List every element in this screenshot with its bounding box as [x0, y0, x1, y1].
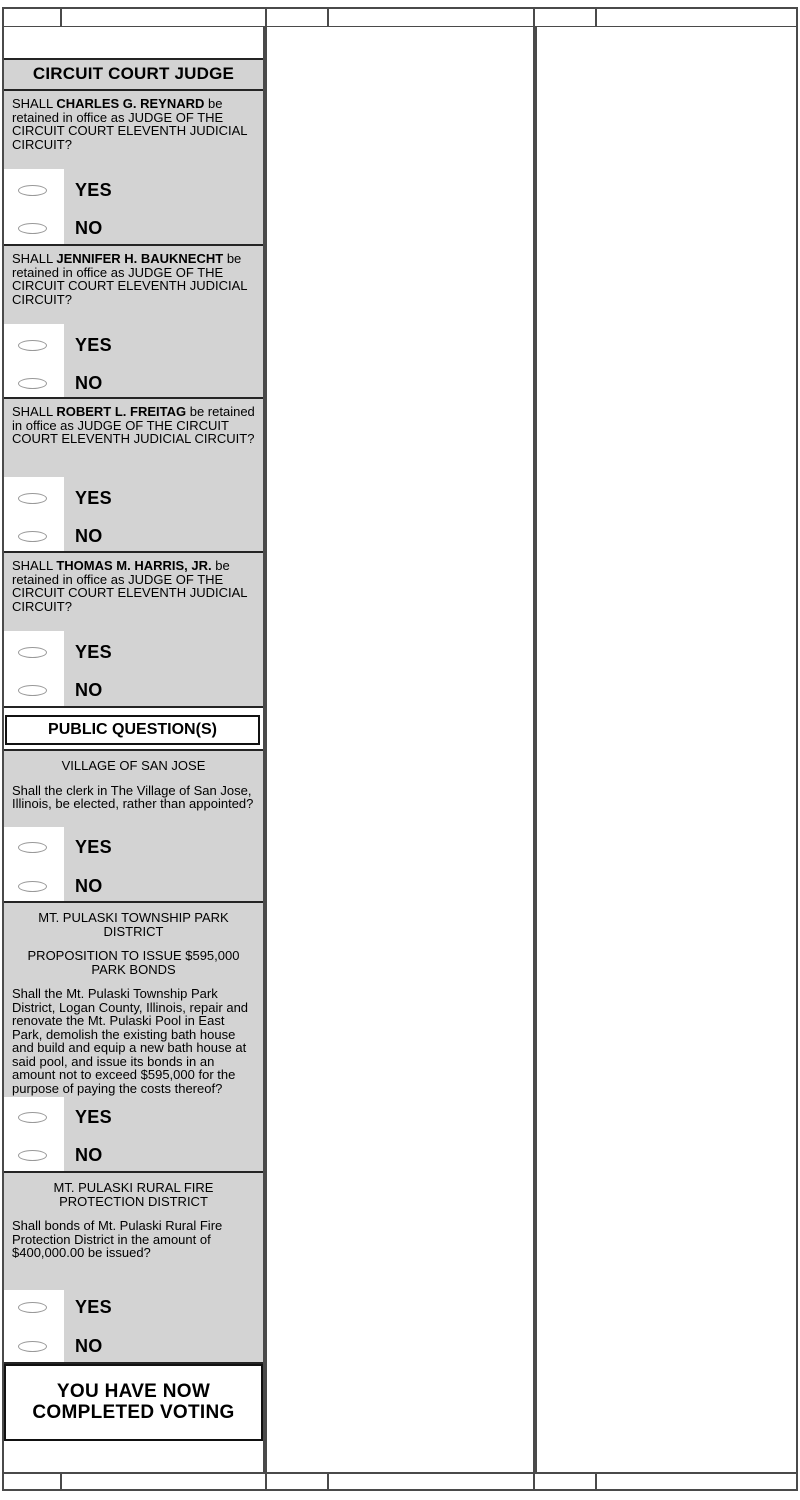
ballot-column-right — [535, 27, 798, 1472]
yes-option-row — [4, 836, 112, 858]
column-bottom-spacer — [4, 1441, 263, 1472]
yes-option-row — [4, 179, 112, 201]
yes-oval[interactable] — [18, 1302, 47, 1313]
yes-label: YES — [75, 1296, 112, 1317]
question-text — [4, 246, 263, 306]
yes-oval[interactable] — [18, 1112, 47, 1123]
yes-oval[interactable] — [18, 340, 47, 351]
no-option-row — [4, 875, 103, 897]
no-option-row — [4, 525, 103, 547]
question-suffix: be retained in office as JUDGE OF THE CIRCUIT COURT ELEVENTH JUDICIAL CIRCUIT? — [12, 96, 248, 152]
yes-option-row — [4, 487, 112, 509]
no-option-row — [4, 1144, 103, 1166]
yes-label: YES — [75, 334, 112, 355]
yes-label: YES — [75, 1106, 112, 1127]
timing-divider — [533, 1474, 535, 1489]
question-suffix: be retained in office as JUDGE OF THE CIRCUIT COURT ELEVENTH JUDICIAL CIRCUIT? — [12, 251, 248, 307]
public-question-title: MT. PULASKI TOWNSHIP PARK DISTRICT — [38, 910, 229, 939]
yes-label: YES — [75, 179, 112, 200]
timing-divider — [595, 9, 597, 26]
public-question-subtitle: PROPOSITION TO ISSUE $595,000 PARK BONDS — [27, 948, 240, 977]
no-label: NO — [75, 525, 103, 546]
timing-divider — [265, 9, 267, 26]
no-label: NO — [75, 875, 103, 896]
timing-divider — [60, 1474, 62, 1489]
question-prefix: SHALL — [12, 404, 53, 419]
no-option-row — [4, 679, 103, 701]
yes-oval[interactable] — [18, 493, 47, 504]
no-oval[interactable] — [18, 881, 47, 892]
no-oval[interactable] — [18, 223, 47, 234]
public-question-body: Shall bonds of Mt. Pulaski Rural Fire Protection District in the amount of $400,000.00 be issued? — [12, 1218, 223, 1260]
no-oval[interactable] — [18, 1341, 47, 1352]
no-oval[interactable] — [18, 378, 47, 389]
public-question-block-park — [4, 903, 263, 1173]
yes-option-row — [4, 1106, 112, 1128]
timing-divider — [327, 9, 329, 26]
completed-voting-box — [4, 1364, 263, 1441]
completed-voting-line1: YOU HAVE NOW — [56, 1381, 211, 1402]
no-label: NO — [75, 1144, 103, 1165]
section-gap — [4, 708, 263, 715]
no-label: NO — [75, 372, 103, 393]
no-option-row — [4, 217, 103, 239]
question-suffix: be retained in office as JUDGE OF THE CIRCUIT COURT ELEVENTH JUDICIAL CIRCUIT? — [12, 404, 255, 446]
candidate-name: THOMAS M. HARRIS, JR. — [56, 558, 212, 573]
no-oval[interactable] — [18, 685, 47, 696]
yes-option-row — [4, 334, 112, 356]
no-oval[interactable] — [18, 531, 47, 542]
yes-label: YES — [75, 487, 112, 508]
column-top-spacer — [4, 27, 263, 58]
public-question-body: Shall the Mt. Pulaski Township Park District, Logan County, Illinois, repair and renovate the Mt. Pulaski Pool in East Park, demolish the existing bath house and build and equip a new bath house at said pool, and issue its bonds in an amount not to exceed $595,000 for the purpose of paying the costs thereof? — [12, 986, 249, 1096]
question-text — [4, 399, 263, 446]
no-label: NO — [75, 679, 103, 700]
question-prefix: SHALL — [12, 558, 53, 573]
public-question-body: Shall the clerk in The Village of San Jose, Illinois, be elected, rather than appointed? — [12, 782, 254, 811]
public-question-block-fire — [4, 1173, 263, 1364]
candidate-name: JENNIFER H. BAUKNECHT — [56, 251, 224, 266]
question-prefix: SHALL — [12, 96, 53, 111]
question-text — [4, 91, 263, 151]
ballot-column-middle — [265, 27, 535, 1472]
question-suffix: be retained in office as JUDGE OF THE CIRCUIT COURT ELEVENTH JUDICIAL CIRCUIT? — [12, 558, 248, 614]
question-prefix: SHALL — [12, 251, 53, 266]
candidate-name: ROBERT L. FREITAG — [56, 404, 187, 419]
completed-voting-line2: COMPLETED VOTING — [32, 1402, 235, 1423]
timing-divider — [533, 9, 535, 26]
no-label: NO — [75, 217, 103, 238]
public-question-title: MT. PULASKI RURAL FIRE PROTECTION DISTRICT — [53, 1180, 214, 1209]
yes-option-row — [4, 1296, 112, 1318]
candidate-name: CHARLES G. REYNARD — [56, 96, 205, 111]
timing-divider — [60, 9, 62, 26]
yes-oval[interactable] — [18, 842, 47, 853]
yes-oval[interactable] — [18, 647, 47, 658]
no-option-row — [4, 1335, 103, 1357]
timing-divider — [595, 1474, 597, 1489]
no-label: NO — [75, 1335, 103, 1356]
yes-option-row — [4, 641, 112, 663]
timing-divider — [327, 1474, 329, 1489]
retention-question-block — [4, 553, 263, 708]
public-question-block-village — [4, 749, 263, 903]
ballot-column-left — [2, 27, 265, 1472]
section-header-public-questions: PUBLIC QUESTION(S) — [5, 715, 260, 745]
retention-question-block — [4, 399, 263, 553]
yes-oval[interactable] — [18, 185, 47, 196]
yes-label: YES — [75, 641, 112, 662]
top-timing-row — [2, 7, 798, 28]
retention-question-block — [4, 246, 263, 399]
no-oval[interactable] — [18, 1150, 47, 1161]
no-option-row — [4, 372, 103, 394]
question-text — [4, 553, 263, 613]
retention-question-block — [4, 91, 263, 246]
yes-label: YES — [75, 836, 112, 857]
public-question-title: VILLAGE OF SAN JOSE — [61, 758, 206, 773]
timing-divider — [265, 1474, 267, 1489]
section-header-circuit-court-judge: CIRCUIT COURT JUDGE — [4, 58, 263, 91]
bottom-timing-row — [2, 1472, 798, 1491]
